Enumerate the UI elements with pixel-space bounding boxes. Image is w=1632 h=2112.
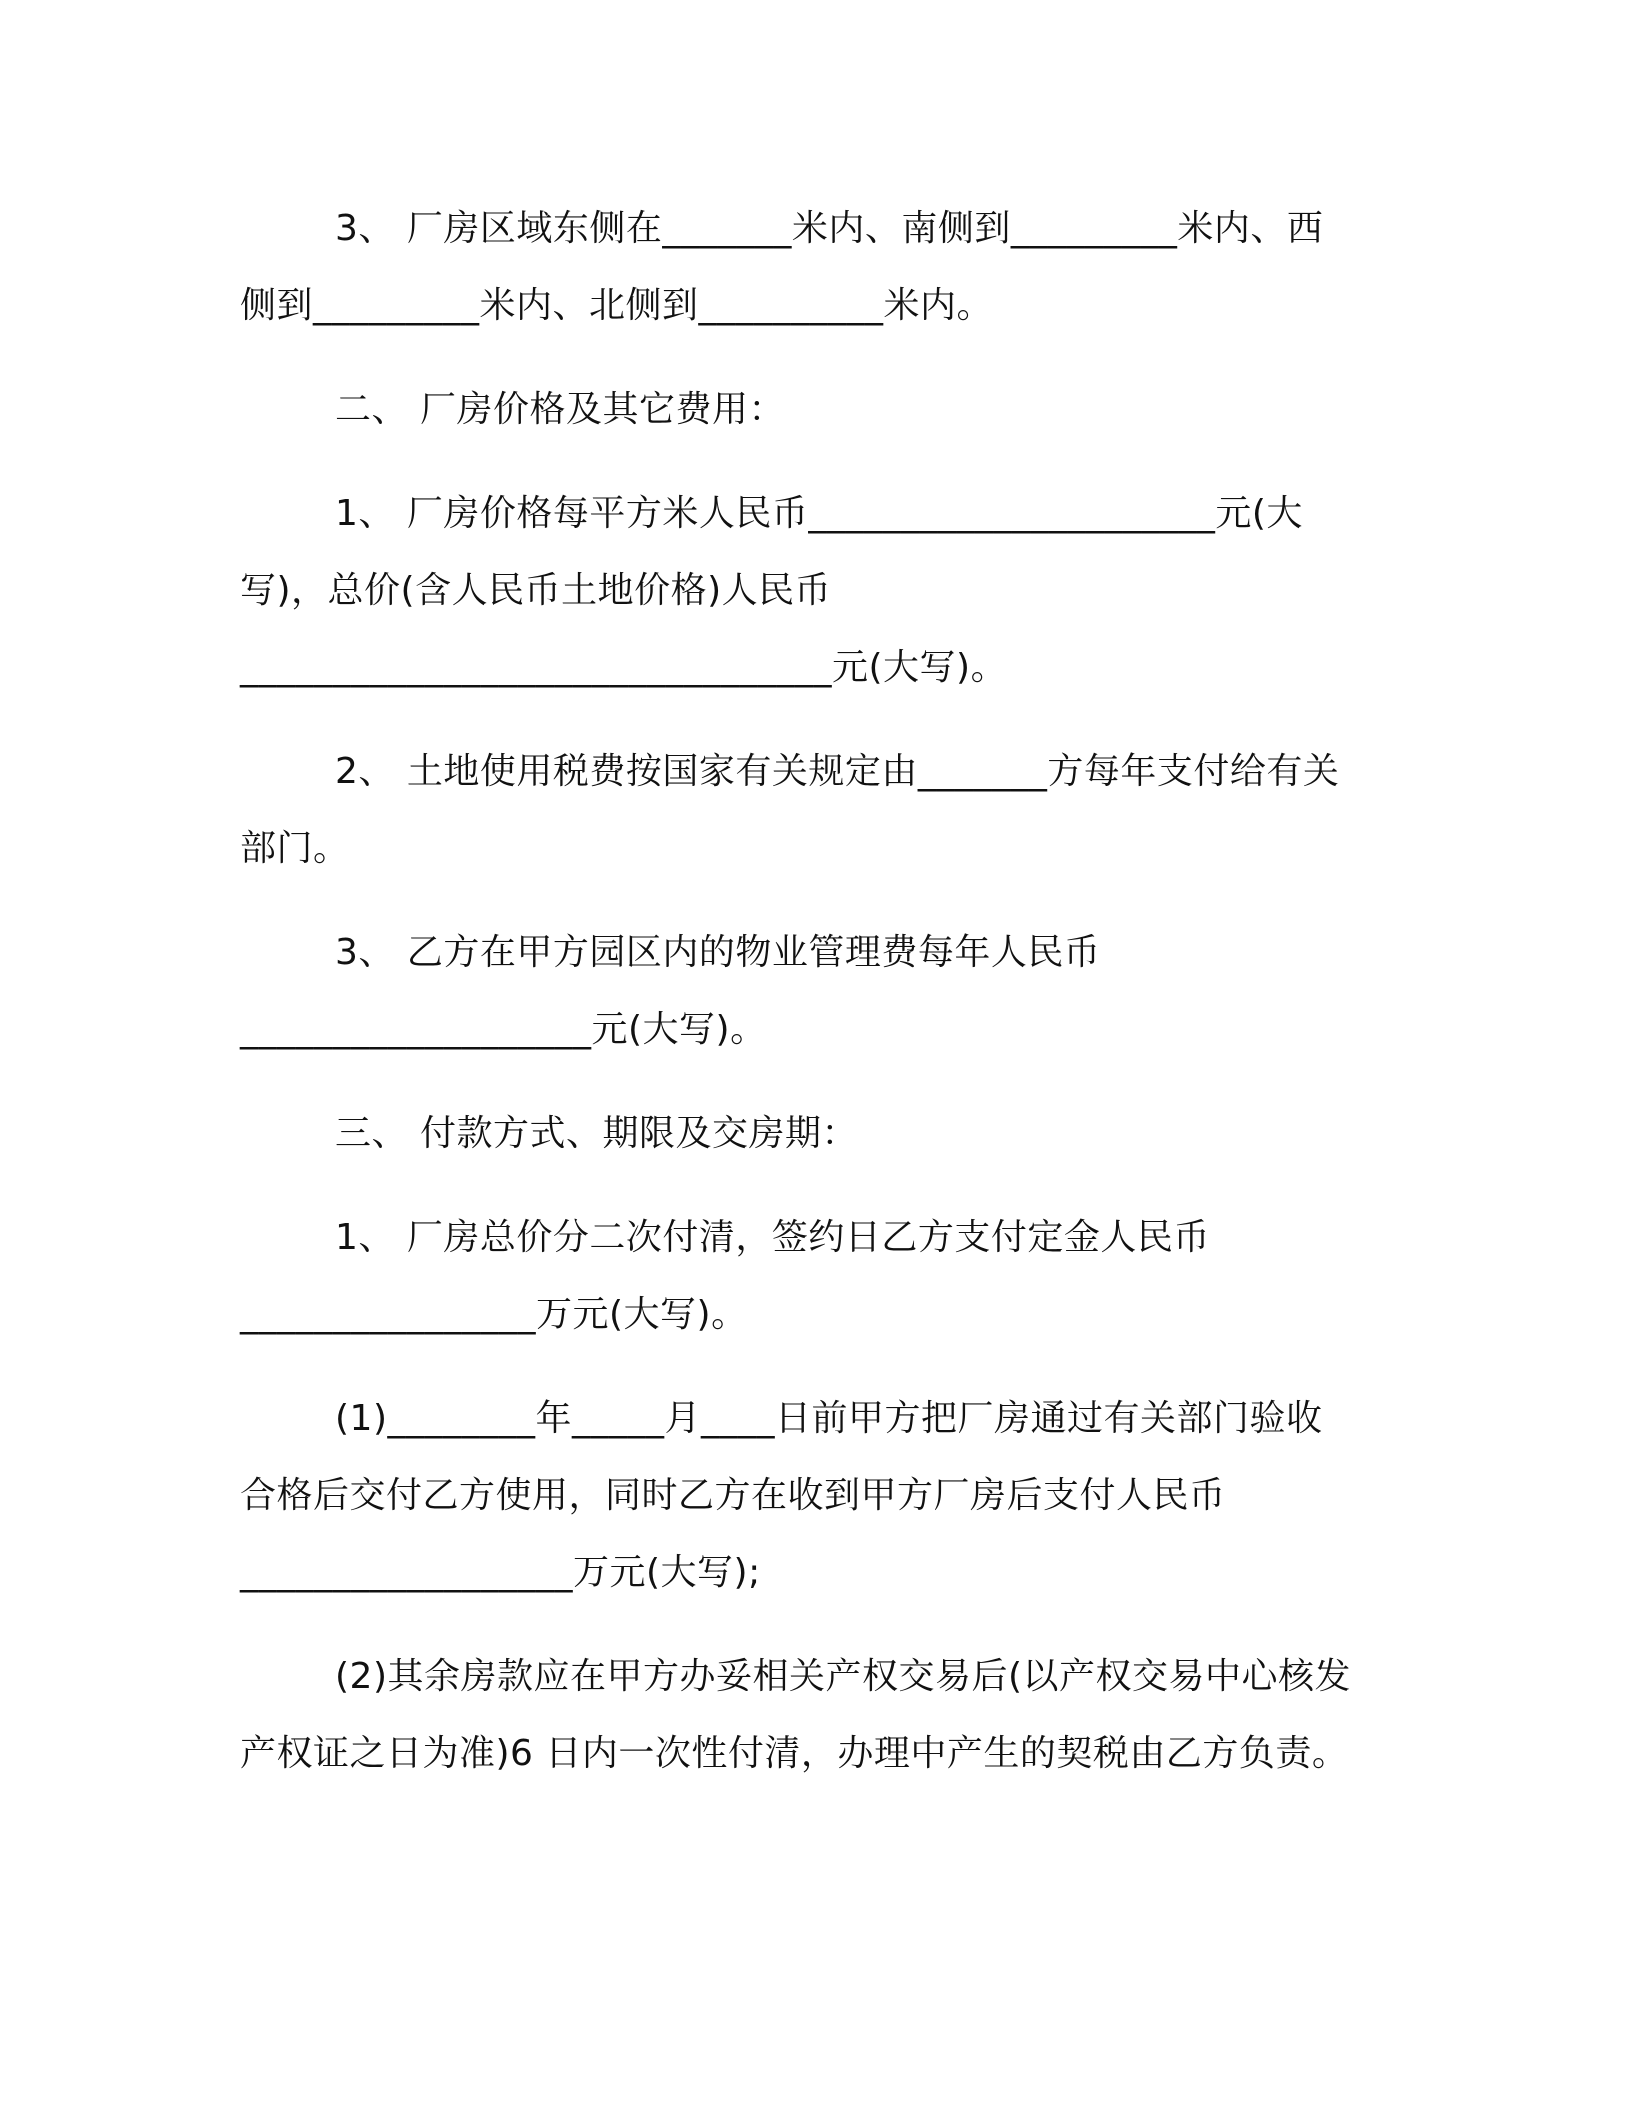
text-line: ________________________________元(大写)。 xyxy=(240,647,1008,688)
text-line: 三、 付款方式、期限及交房期： xyxy=(335,1113,858,1154)
text-line: (1)________年_____月____日前甲方把厂房通过有关部门验收 xyxy=(335,1398,1323,1439)
text-line: 1、 厂房价格每平方米人民币______________________元(大 xyxy=(335,493,1303,534)
clause-land-tax xyxy=(240,733,1372,887)
text-line: 3、 厂房区域东侧在_______米内、南侧到_________米内、西 xyxy=(335,208,1324,249)
text-line: 产权证之日为准)6 日内一次性付清，办理中产生的契税由乙方负责。 xyxy=(240,1733,1349,1774)
clause-property-fee xyxy=(240,914,1372,1068)
text-line: 二、 厂房价格及其它费用： xyxy=(335,389,785,430)
clause-deposit xyxy=(240,1199,1372,1353)
section-heading-price xyxy=(240,371,1372,448)
text-line: 部门。 xyxy=(240,828,350,869)
text-line: 侧到_________米内、北侧到__________米内。 xyxy=(240,285,994,326)
clause-factory-price xyxy=(240,475,1372,706)
text-line: __________________万元(大写); xyxy=(240,1552,761,1593)
clause-handover-payment xyxy=(240,1380,1372,1611)
text-line: 合格后交付乙方使用，同时乙方在收到甲方厂房后支付人民币 xyxy=(240,1475,1226,1516)
section-heading-payment xyxy=(240,1095,1372,1172)
text-line: 写)，总价(含人民币土地价格)人民币 xyxy=(240,570,832,611)
clause-balance-payment xyxy=(240,1638,1372,1792)
text-line: 3、 乙方在甲方园区内的物业管理费每年人民币 xyxy=(335,932,1101,973)
clause-factory-boundary xyxy=(240,190,1372,344)
text-line: ___________________元(大写)。 xyxy=(240,1009,767,1050)
document-page xyxy=(240,190,1372,1819)
text-line: ________________万元(大写)。 xyxy=(240,1294,748,1335)
text-line: 2、 土地使用税费按国家有关规定由_______方每年支付给有关 xyxy=(335,751,1340,792)
text-line: 1、 厂房总价分二次付清，签约日乙方支付定金人民币 xyxy=(335,1217,1210,1258)
text-line: (2)其余房款应在甲方办妥相关产权交易后(以产权交易中心核发 xyxy=(335,1656,1352,1697)
